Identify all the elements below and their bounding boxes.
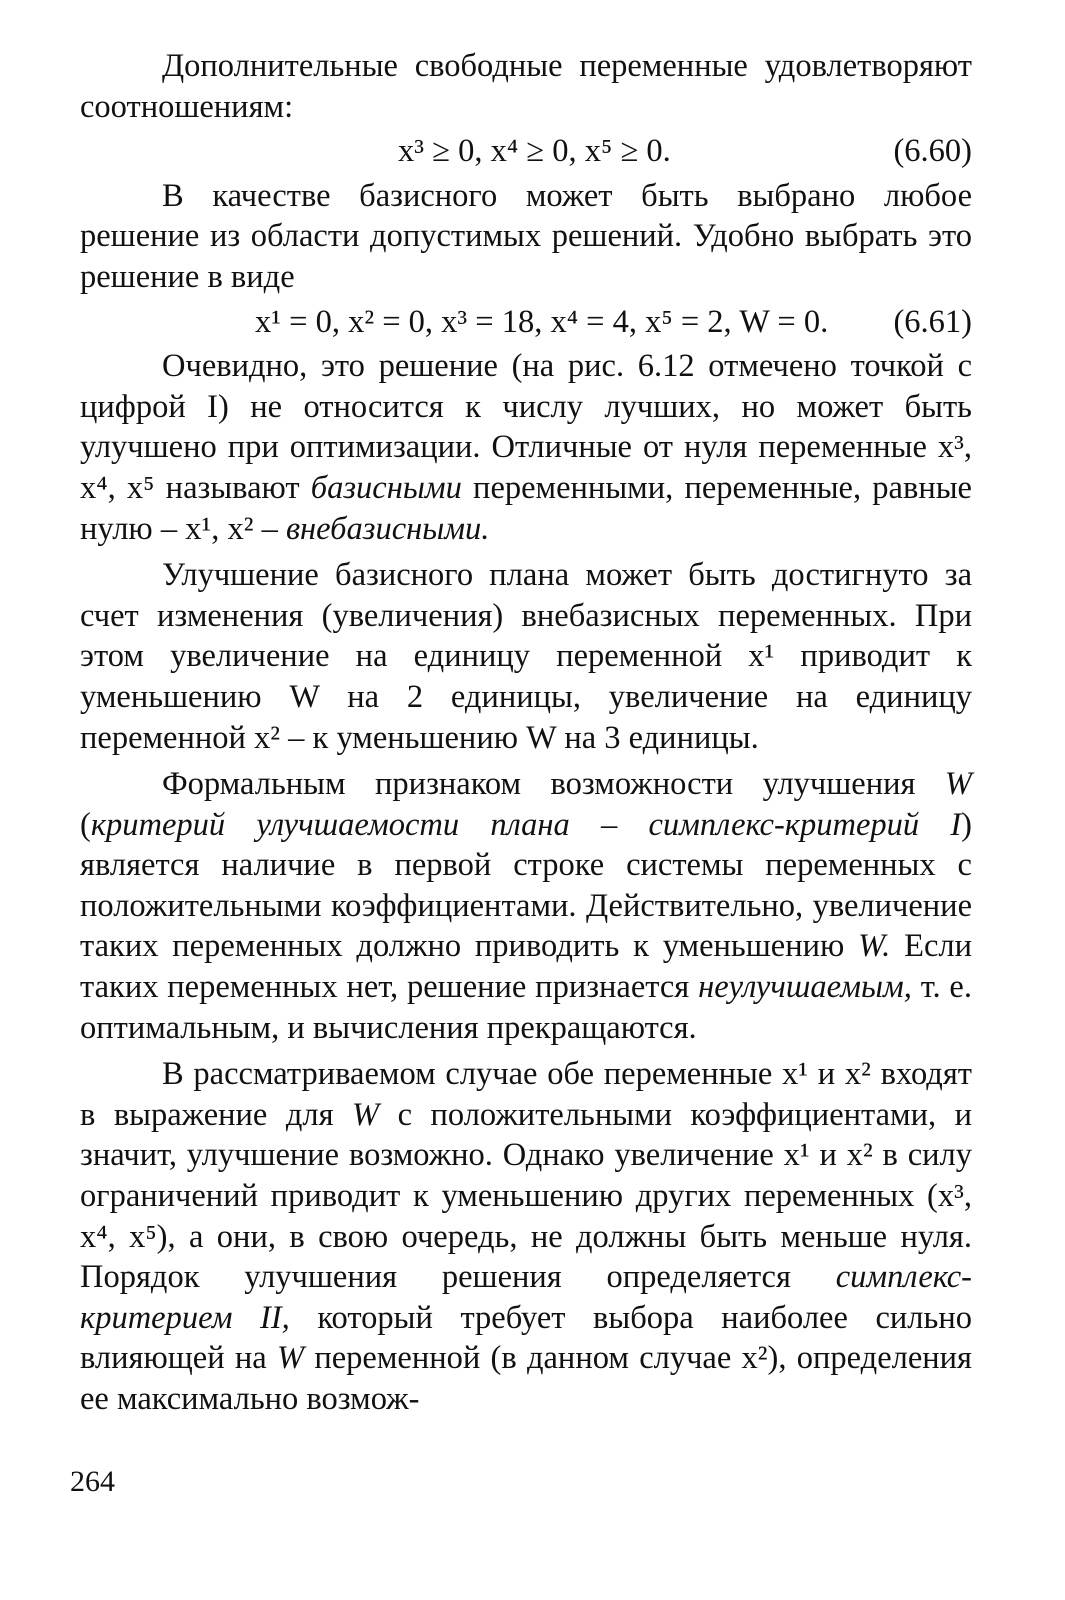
term-unimprovable: неулучшаемым, (698, 969, 912, 1006)
text-run: ( (80, 806, 91, 843)
page-body (80, 46, 972, 1420)
term-basic: базисными (310, 469, 462, 506)
paragraph-slack-variables: Дополнительные свободные переменные удовлетворяют соотношениям: (80, 48, 972, 125)
symbol-w: W. (858, 928, 891, 965)
paragraph-basic-variables (80, 346, 972, 549)
text-run: переменными, переменные, равные нулю – x¹, x² – (80, 469, 972, 547)
equation-6-60-number: (6.60) (893, 133, 972, 170)
equation-6-61-expression: x¹ = 0, x² = 0, x³ = 18, x⁴ = 4, x⁵ = 2, W = 0. (255, 303, 829, 340)
paragraph-simplex-criterion-2 (80, 1054, 972, 1419)
equation-6-60 (80, 131, 972, 172)
text-run: т. е. оптимальным, и вычисления прекращаются. (80, 969, 972, 1046)
text-run: Формальным признаком возможности улучшения (162, 766, 945, 803)
symbol-w: W (944, 766, 972, 803)
paragraph-basis-choice: В качестве базисного может быть выбрано любое решение из области допустимых решений. Удобно выбрать это решение в виде (80, 177, 972, 295)
symbol-w: W (352, 1096, 380, 1133)
text-run: Если таких переменных нет, решение признается (80, 928, 972, 1006)
term-simplex-criterion-1: критерий улучшаемости плана – симплекс-критерий I (90, 806, 962, 843)
text-run: с положительными коэффициентами, и значит, улучшение возможно. Однако увеличение x¹ и x² в силу ограничений приводит к уменьшению других переменных (x³, x⁴, x⁵), а они, в свою очередь, не должны быть меньше нуля. Порядок улучшения решения определяется (80, 1096, 972, 1296)
term-simplex-criterion-2: симплекс-критерием II, (80, 1259, 972, 1336)
text-run: ) является наличие в первой строке системы переменных с положительными коэффициентами. Действительно, увеличение таких переменных должно приводить к уменьшению (80, 806, 972, 965)
term-nonbasic: внебазисными. (285, 510, 490, 547)
page-number: 264 (70, 1465, 115, 1498)
text-run: который требует выбора наиболее сильно влияющей на (80, 1299, 972, 1377)
equation-6-61 (80, 302, 972, 343)
paragraph-simplex-criterion-1 (80, 764, 972, 1048)
text-run: В рассматриваемом случае обе переменные x¹ и x² входят в выражение для (80, 1056, 972, 1133)
text-run: Очевидно, это решение (на рис. 6.12 отмечено точкой с цифрой I) не относится к числу лучших, но может быть улучшено при оптимизации. Отличные от нуля переменные x³, x⁴, x⁵ называют (80, 348, 972, 506)
paragraph-improvement: Улучшение базисного плана может быть достигнуто за счет изменения (увеличения) внебазисных переменных. При этом увеличение на единицу переменной x¹ приводит к уменьшению W на 2 единицы, увеличение на единицу переменной x² – к уменьшению W на 3 единицы. (80, 557, 972, 756)
symbol-w: W (276, 1340, 305, 1377)
equation-6-60-expression: x³ ≥ 0, x⁴ ≥ 0, x⁵ ≥ 0. (398, 133, 671, 170)
text-run: переменной (в данном случае x²), определения ее максимально возмож- (80, 1340, 973, 1417)
equation-6-61-number: (6.61) (893, 303, 972, 340)
